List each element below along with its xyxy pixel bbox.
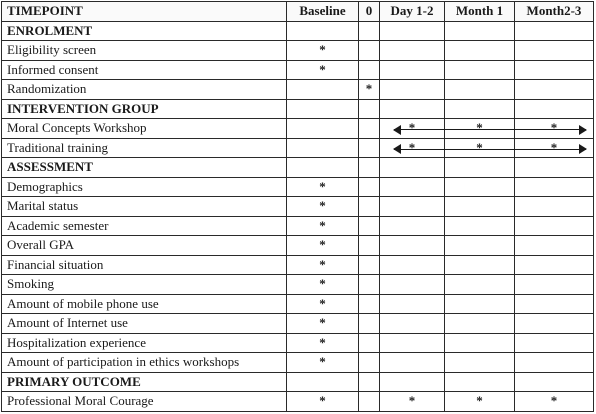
schedule-cell [515,216,594,236]
row-label: Eligibility screen [2,41,287,61]
schedule-cell [515,158,594,178]
table-row [2,41,594,61]
schedule-cell: * [287,392,359,412]
schedule-cell [359,255,380,275]
schedule-cell [380,294,445,314]
arrow-left-icon [393,144,401,154]
schedule-cell [445,177,515,197]
header-day-1-2: Day 1-2 [380,2,445,22]
schedule-cell [445,372,515,392]
row-label: Academic semester [2,216,287,236]
table-row [2,119,594,139]
schedule-cell [359,314,380,334]
arrow-right-icon [579,125,587,135]
schedule-table [1,1,594,412]
table-row [2,197,594,217]
duration-arrow [394,129,586,130]
schedule-cell [359,21,380,41]
schedule-cell: * [380,138,445,158]
schedule-cell: * [287,314,359,334]
header-baseline: Baseline [287,2,359,22]
schedule-cell [380,372,445,392]
schedule-cell [359,353,380,373]
schedule-cell [445,60,515,80]
schedule-cell [359,392,380,412]
schedule-body [2,21,594,411]
section-row [2,21,594,41]
schedule-cell [515,372,594,392]
schedule-cell [515,41,594,61]
schedule-cell [359,119,380,139]
section-row [2,372,594,392]
schedule-cell [445,353,515,373]
schedule-cell: * [287,60,359,80]
duration-arrow [394,149,586,150]
schedule-cell [359,372,380,392]
schedule-cell [359,158,380,178]
table-row [2,333,594,353]
schedule-cell [359,197,380,217]
table-row [2,314,594,334]
schedule-cell [380,353,445,373]
schedule-cell [445,21,515,41]
row-label: Amount of Internet use [2,314,287,334]
schedule-cell [380,275,445,295]
row-label: Marital status [2,197,287,217]
schedule-cell: * [380,119,445,139]
schedule-cell [515,333,594,353]
schedule-table-container [1,1,594,412]
header-row [2,2,594,22]
schedule-cell: * [515,119,594,139]
row-label: Demographics [2,177,287,197]
schedule-cell [445,158,515,178]
row-label: Overall GPA [2,236,287,256]
schedule-cell [359,138,380,158]
schedule-cell: * [287,255,359,275]
table-row [2,236,594,256]
schedule-cell: * [359,80,380,100]
table-row [2,80,594,100]
schedule-cell [445,333,515,353]
schedule-cell [515,294,594,314]
schedule-cell [445,99,515,119]
schedule-cell [380,158,445,178]
table-row [2,275,594,295]
table-row [2,255,594,275]
schedule-cell [359,294,380,314]
header-month-1: Month 1 [445,2,515,22]
row-label: Financial situation [2,255,287,275]
schedule-cell [287,119,359,139]
schedule-cell: * [445,138,515,158]
schedule-cell [515,99,594,119]
schedule-cell [515,255,594,275]
schedule-cell [445,255,515,275]
row-label: Smoking [2,275,287,295]
schedule-cell [380,314,445,334]
schedule-cell [445,236,515,256]
schedule-cell [380,197,445,217]
schedule-cell [287,21,359,41]
schedule-cell [515,353,594,373]
table-row [2,177,594,197]
schedule-cell [515,236,594,256]
schedule-cell [287,99,359,119]
schedule-cell [287,80,359,100]
schedule-cell [515,80,594,100]
schedule-cell: * [287,216,359,236]
row-label: Professional Moral Courage [2,392,287,412]
table-row [2,294,594,314]
table-row [2,216,594,236]
header-timepoint: TIMEPOINT [2,2,287,22]
schedule-cell: * [287,177,359,197]
schedule-cell [445,41,515,61]
schedule-cell: * [445,392,515,412]
schedule-cell [445,294,515,314]
schedule-cell: * [515,392,594,412]
arrow-left-icon [393,125,401,135]
schedule-cell: * [287,275,359,295]
section-label: PRIMARY OUTCOME [2,372,287,392]
schedule-cell [515,21,594,41]
schedule-cell: * [445,119,515,139]
row-label: Moral Concepts Workshop [2,119,287,139]
schedule-cell: * [287,236,359,256]
schedule-cell [380,177,445,197]
schedule-cell: * [515,138,594,158]
row-label: Amount of mobile phone use [2,294,287,314]
table-row [2,353,594,373]
schedule-cell [380,60,445,80]
schedule-cell [380,41,445,61]
schedule-cell [445,216,515,236]
schedule-cell [380,333,445,353]
schedule-cell [359,333,380,353]
schedule-cell [359,216,380,236]
schedule-cell: * [287,294,359,314]
schedule-cell [359,41,380,61]
schedule-cell [359,275,380,295]
schedule-cell [359,177,380,197]
schedule-cell [515,60,594,80]
schedule-cell: * [287,353,359,373]
schedule-cell [380,80,445,100]
table-row [2,392,594,412]
schedule-cell [287,158,359,178]
schedule-cell [445,314,515,334]
header-month-2-3: Month2-3 [515,2,594,22]
schedule-cell [515,177,594,197]
schedule-cell [380,255,445,275]
schedule-cell [380,99,445,119]
schedule-cell [359,236,380,256]
section-row [2,99,594,119]
row-label: Hospitalization experience [2,333,287,353]
schedule-cell [380,21,445,41]
schedule-cell [380,236,445,256]
schedule-cell [445,80,515,100]
row-label: Informed consent [2,60,287,80]
row-label: Traditional training [2,138,287,158]
schedule-cell [287,138,359,158]
table-row [2,60,594,80]
arrow-right-icon [579,144,587,154]
row-label: Amount of participation in ethics workshops [2,353,287,373]
header-zero: 0 [359,2,380,22]
schedule-cell [380,216,445,236]
section-label: INTERVENTION GROUP [2,99,287,119]
schedule-cell [515,314,594,334]
schedule-cell: * [287,333,359,353]
section-label: ENROLMENT [2,21,287,41]
schedule-cell [359,99,380,119]
schedule-cell [445,275,515,295]
schedule-cell [515,197,594,217]
schedule-cell [287,372,359,392]
section-label: ASSESSMENT [2,158,287,178]
row-label: Randomization [2,80,287,100]
schedule-cell: * [287,197,359,217]
schedule-cell: * [380,392,445,412]
section-row [2,158,594,178]
schedule-cell [515,275,594,295]
schedule-cell [445,197,515,217]
schedule-cell [359,60,380,80]
table-row [2,138,594,158]
schedule-cell: * [287,41,359,61]
